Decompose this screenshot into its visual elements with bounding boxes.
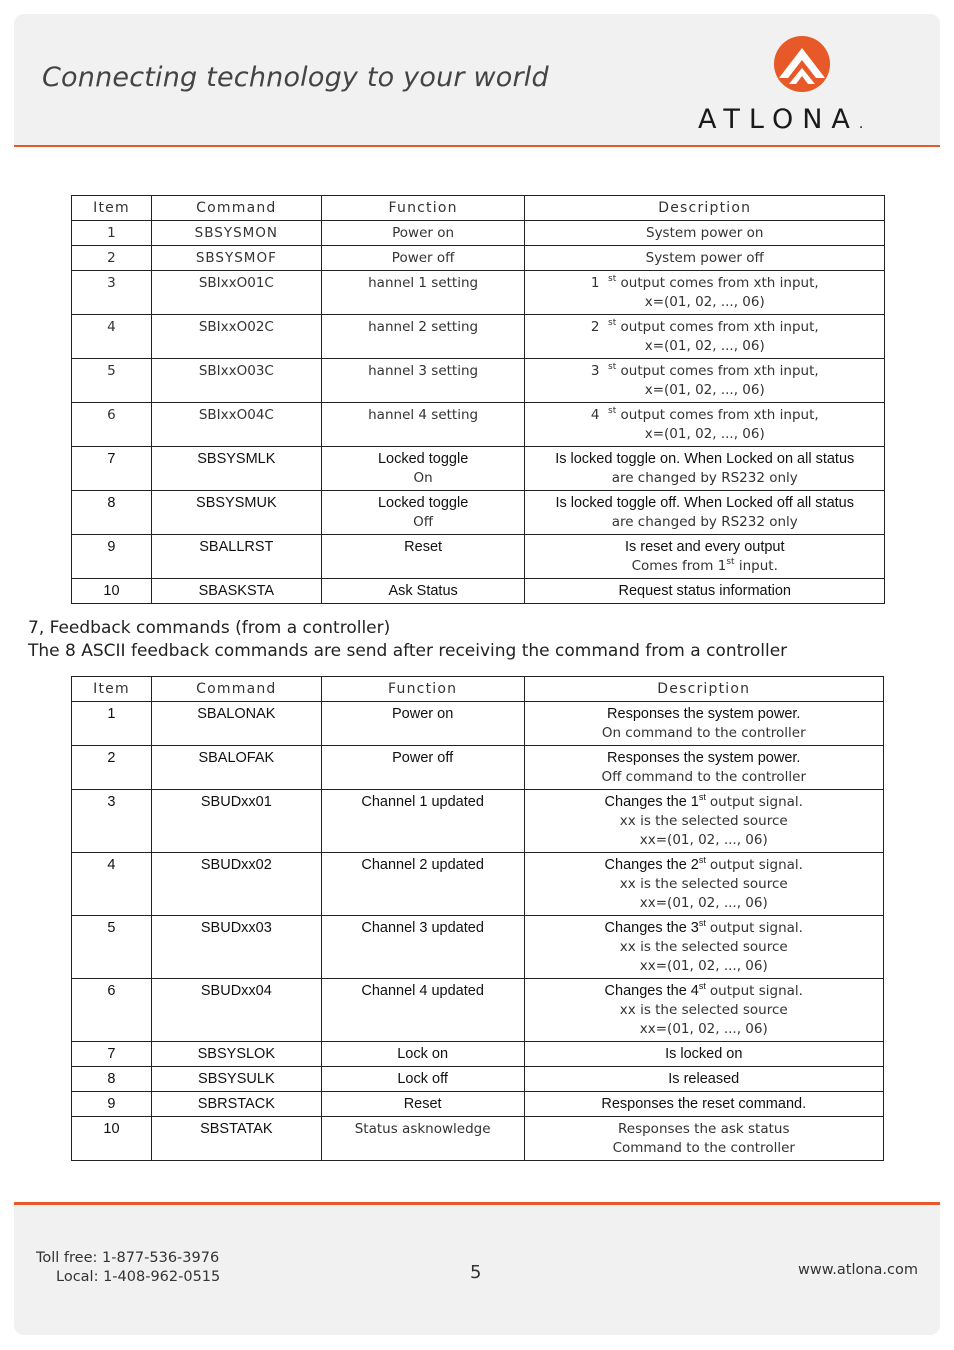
command-table xyxy=(71,195,885,604)
table-row: 2 SBALOFAK Power off Responses the system power. Off command to the controller xyxy=(72,746,884,790)
table-row: 5 SBUDxx03 Channel 3 updated Changes the 3st output signal. xx is the selected source xx=(01, 02, ..., 06) xyxy=(72,916,884,979)
header-function: Function xyxy=(321,677,524,702)
table-row: 7 SBSYSLOK Lock on Is locked on xyxy=(72,1042,884,1067)
header-item: Item xyxy=(72,677,152,702)
table-row: 3 SBIxxO01C hannel 1 setting 1 $^{st}$ output comes from xth input, x=(01, 02, ..., 06) xyxy=(72,271,885,315)
table-row: 1 SBSYSMON Power on System power on xyxy=(72,221,885,246)
local-number: Local: 1-408-962-0515 xyxy=(56,1269,221,1285)
table-row: 7 SBSYSMLK Locked toggle On Is locked toggle on. When Locked on all status are changed by RS232 only xyxy=(72,447,885,491)
website-link[interactable]: www.atlona.com xyxy=(798,1262,918,1278)
table-row: 4 SBIxxO02C hannel 2 setting 2 $^{st}$ output comes from xth input, x=(01, 02, ..., 06) xyxy=(72,315,885,359)
header-function: Function xyxy=(321,196,525,221)
table-row: 3 SBUDxx01 Channel 1 updated Changes the 1st output signal. xx is the selected source xx=(01, 02, ..., 06) xyxy=(72,790,884,853)
table-header-row xyxy=(72,677,884,702)
table-row: 9 SBRSTACK Reset Responses the reset command. xyxy=(72,1092,884,1117)
table-row: 6 SBUDxx04 Channel 4 updated Changes the 4st output signal. xx is the selected source xx=(01, 02, ..., 06) xyxy=(72,979,884,1042)
table-row: 10 SBASKSTA Ask Status Request status information xyxy=(72,579,885,604)
table-row: 1 SBALONAK Power on Responses the system power. On command to the controller xyxy=(72,702,884,746)
section-subtitle: The 8 ASCII feedback commands are send after receiving the command from a controller xyxy=(28,641,788,661)
header-description: Description xyxy=(524,677,883,702)
table-header-row xyxy=(72,196,885,221)
table-row: 4 SBUDxx02 Channel 2 updated Changes the 2st output signal. xx is the selected source xx=(01, 02, ..., 06) xyxy=(72,853,884,916)
header-description: Description xyxy=(525,196,885,221)
header-item: Item xyxy=(72,196,152,221)
table-row: 2 SBSYSMOF Power off System power off xyxy=(72,246,885,271)
header-command: Command xyxy=(151,196,321,221)
table-row: 6 SBIxxO04C hannel 4 setting 4 $^{st}$ output comes from xth input, x=(01, 02, ..., 06) xyxy=(72,403,885,447)
feedback-table xyxy=(71,676,884,1161)
footer-rule xyxy=(14,1202,940,1205)
atlona-logo-icon xyxy=(696,34,836,98)
brand-wordmark: ATLONA. xyxy=(698,104,864,135)
section-title: 7, Feedback commands (from a controller) xyxy=(28,618,391,638)
toll-free-number: Toll free: 1-877-536-3976 xyxy=(36,1250,220,1266)
page-number: 5 xyxy=(470,1262,482,1283)
table-row: 5 SBIxxO03C hannel 3 setting 3 $^{st}$ output comes from xth input, x=(01, 02, ..., 06) xyxy=(72,359,885,403)
table-row: 9 SBALLRST Reset Is reset and every output Comes from 1st input. xyxy=(72,535,885,579)
table-row: 8 SBSYSULK Lock off Is released xyxy=(72,1067,884,1092)
table-row: 10 SBSTATAK Status asknowledge Responses the ask status Command to the controller xyxy=(72,1117,884,1161)
tagline: Connecting technology to your world xyxy=(42,62,549,93)
table-row: 8 SBSYSMUK Locked toggle Off Is locked toggle off. When Locked off all status are changed by RS232 only xyxy=(72,491,885,535)
header-command: Command xyxy=(151,677,321,702)
